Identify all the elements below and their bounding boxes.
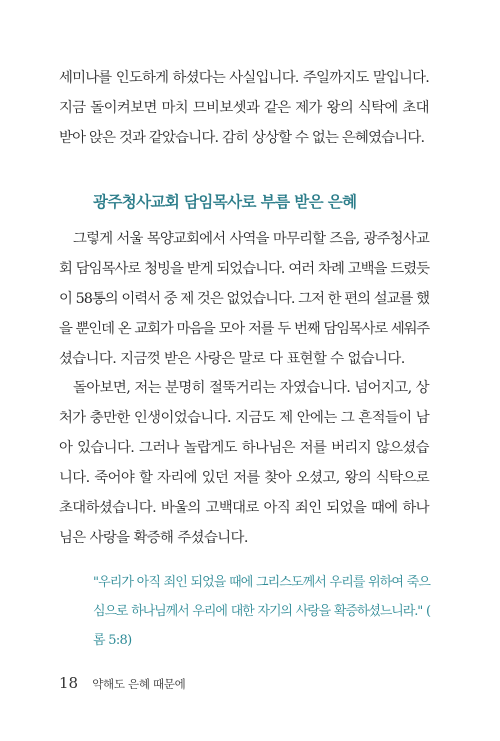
text-line: 지금 돌이켜보면 마치 므비보셋과 같은 제가 왕의 식탁에 초대 <box>59 100 429 116</box>
page-number: 18 <box>59 674 79 692</box>
text-line: 초대하셨습니다. 바울의 고백대로 아직 죄인 되었을 때에 하나 <box>59 500 429 516</box>
text-line: 이 58통의 이력서 중 제 것은 없었습니다. 그저 한 편의 설교를 했 <box>59 291 429 307</box>
quote-line: 심으로 하나님께서 우리에 대한 자기의 사랑을 확증하셨느니라." ( <box>93 604 430 619</box>
book-title: 약해도 은혜 때문에 <box>92 677 186 691</box>
quote-line: 롬 5:8) <box>93 633 132 648</box>
paragraph-3 <box>59 373 429 553</box>
text-line: 세미나를 인도하게 하셨다는 사실입니다. 주일까지도 말입니다. <box>59 70 429 86</box>
text-line: 니다. 죽어야 할 자리에 있던 저를 찾아 오셨고, 왕의 식탁으로 <box>59 470 429 486</box>
text-line: 셨습니다. 지금껏 받은 사랑은 말로 다 표현할 수 없습니다. <box>59 351 405 367</box>
paragraph-2 <box>59 224 429 374</box>
text-line: 처가 충만한 인생이었습니다. 지금도 제 안에는 그 흔적들이 남 <box>59 410 429 426</box>
text-line: 님은 사랑을 확증해 주셨습니다. <box>59 530 248 546</box>
paragraph-1 <box>59 63 429 153</box>
section-heading: 광주청사교회 담임목사로 부름 받은 은혜 <box>93 193 357 211</box>
quote-line: "우리가 아직 죄인 되었을 때에 그리스도께서 우리를 위하여 죽으 <box>93 575 430 590</box>
text-line: 받아 앉은 것과 같았습니다. 감히 상상할 수 없는 은혜였습니다. <box>59 130 425 146</box>
text-line: 돌아보면, 저는 분명히 절뚝거리는 자였습니다. 넘어지고, 상 <box>73 380 429 396</box>
page-footer <box>59 674 185 692</box>
text-line: 아 있습니다. 그러나 놀랍게도 하나님은 저를 버리지 않으셨습 <box>59 440 429 456</box>
text-line: 그렇게 서울 목양교회에서 사역을 마무리할 즈음, 광주청사교 <box>73 231 429 247</box>
text-line: 회 담임목사로 청빙을 받게 되었습니다. 여러 차례 고백을 드렸듯 <box>59 261 429 277</box>
bible-quote <box>93 568 430 655</box>
text-line: 을 뿐인데 온 교회가 마음을 모아 저를 두 번째 담임목사로 세워주 <box>59 321 429 337</box>
